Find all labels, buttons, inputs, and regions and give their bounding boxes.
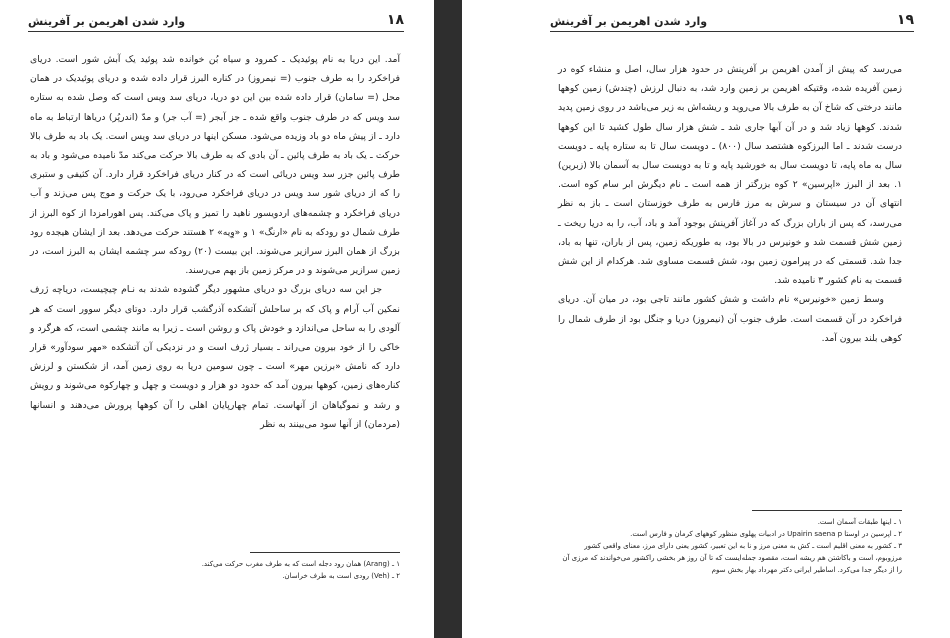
right-page — [462, 0, 950, 638]
book-gutter — [434, 0, 462, 638]
body-text — [558, 60, 902, 348]
running-title: وارد شدن اهریمن بر آفرینش — [28, 15, 186, 28]
footnotes — [40, 558, 400, 582]
footnote-divider — [752, 510, 902, 511]
running-title: وارد شدن اهریمن بر آفرینش — [550, 15, 708, 28]
paragraph: می‌رسد که پیش از آمدن اهریمن بر آفرینش در حدود هزار سال، اصل و منشاء کوه در زمین آفریده شده، وقتیکه اهریمن بر زمین وارد شد، به دنبال لرزش (چندش) زمین کوهها مانند درختی که شاخ آن به طرف بالا می‌روید و ریشه‌اش به زیر می‌باشد در روی زمین پدید شدند. کوهها زیاد شد و در آن آبها جاری شد ـ شش هزار سال طول کشید تا این کوهها درست شدند ـ اما البرزکوه هشتصد سال (۸۰۰) ـ دویست سال تا به ستاره پایه ـ دویست سال به ماه پایه، تا دویست سال به خورشید پایه و تا به دویست سال به آسمان بالا (زبرین) ۱. بعد از البرز «اپرسین» ۲ کوه بزرگتر از همه است ـ نام دیگرش ابر سام کوه است. انتهای آن در سیستان و سرش به مرز فارس به طرف خوزستان است ـ باز به نظر می‌رسد، که پس از باران بزرگ که در آغاز آفرینش بوجود آمد و باد، آب، را به دریا ریخت ـ زمین شش قسمت شد و خونیرس در بالا بود، به طوریکه زمین، پس از باران، تنها به باد، جدا شد. قسمتی که در پیرامون زمین بود، شش قسمت مساوی شد. هرکدام از این شش قسمت به نام کشور ۳ نامیده شد. — [558, 64, 903, 287]
page-number: ۱۸ — [386, 12, 404, 28]
footnote-divider — [250, 552, 400, 553]
body-text — [30, 50, 400, 434]
paragraph: آمد. این دریا به نام پوئیدیک ـ کمرود و سیاه بُن خوانده شد پوئید یک آبش شور است. دریای فراخکرد را به طرف جنوب (= نیمروز) در کناره البرز قرار داده شده و دریای پوئیدیک در همان محل (= سامان) قرار داده شده بین این دو دریا، دریای سد ویس است که وصل شده به ستاره سد ویس که در طرف جنوب واقع شده ـ جز آبجر (= آب جر) و مدّ (اندرپُر) دریاها ارتباط به ماه دارد ـ از پیش ماه دو باد وزیده می‌شود. مسکن اینها در دریای سد ویس است. یک باد به طرف بالا حرکت ـ یک باد به طرف پائین ـ آن بادی که به طرف بالا حرکت می‌کند مدّ نامیده می‌شود و باد به طرف پائین جزر سد ویس دریائی است که در کنار دریای فراخکرد قرار دارد. آن کثیفی و ستبری را که از دریای شور سد ویس در دریای فراخکرد می‌رود، با یک حرکت و موج پس می‌زند و آب دریای فراخکرد و چشمه‌های اردویسور ناهید را تمیز و پاک می‌کند. پس اهورامزدا از کوه البرز از طرف شمال دو رودکه به نام «ارنگ» ۱ و «وِیه» ۲ هستند حرکت می‌دهد. بعد از ایشان هیجده رود بزرگ از همان البرز سرازیر می‌شوند. این بیست (۲۰) رودکه سر چشمه ایشان به البرز است، در زمین سرازیر می‌شوند و در مرکز زمین باز بهم می‌رسند. — [30, 54, 400, 277]
paragraph: جز این سه دریای بزرگ دو دریای مشهور دیگر گشوده شدند به نـام چیچیست، دریاچه ژرف نمکین آب آرام و پاک که بر ساحلش آتشکده آذرگشب قرار دارد. دوتای دیگر سوور است که هر آلودی را به ساحل می‌اندازد و خودش پاک و روشن است ـ زیرا به مانند چشمی است، که هرگرد و خاکی را از خود بیرون می‌راند ـ بسیار ژرف است و در نزدیکی آن آتشکده «مهر سودآور» قرار دارد که نامش «برزین مهر» است ـ چون سومین دریا به روی زمین آمد، از شکستن و لرزش کناره‌های زمین، کوهها بیرون آمد که حدود دو هزار و دویست و چهل و چهارکوه می‌شوند و رویش و رشد و نموگیاهان از آنهاست. تمام چهارپایان اهلی را آن کوهها پرورش می‌دهند و انسانها (مردمان) از آنها سود می‌بینند به نظر — [30, 284, 400, 430]
left-page — [0, 0, 434, 638]
footnote: ۱ ـ (Arang) همان رود دجله است که به طرف مغرب حرکت می‌کند. — [201, 560, 400, 568]
footnote: ۲ ـ (Veh) رودی است به طرف خراسان. — [282, 572, 400, 580]
footnote: ۱ ـ اینها طبقات آسمان است. — [817, 518, 902, 526]
footnote: ۲ ـ اپرسین در اوستا Upairin saena p در ادبیات پهلوی منظور کوههای کرمان و فارس است. — [630, 530, 902, 538]
page-header — [28, 12, 404, 32]
page-number: ۱۹ — [896, 12, 914, 28]
paragraph: وسط زمین «خونیرس» نام داشت و شش کشور مانند تاجی بود، در میان آن. دریای فراخکرد در آن قسمت است. طرف جنوب آن (نیمروز) دریا و جنگل بود از طرف شمال را کوهی بلند بیرون آمد. — [558, 294, 902, 344]
footnote: ۳ ـ کشور به معنی اقلیم است ـ کش به معنی مرز و نا به این تعبیر، کشور یعنی دارای مرز، معنای واقعی کشور مرزوبوم، است و باکاشتن هم ریشه است، مقصود جمله‌ایست که تا آن روز هر بخشی راکشور می‌خواندند که مرزی آن را از دیگر جدا می‌کرد. اساطیر ایرانی دکتر مهرداد بهار بخش سوم — [562, 542, 902, 574]
footnotes — [558, 516, 902, 576]
page-header — [550, 12, 914, 32]
